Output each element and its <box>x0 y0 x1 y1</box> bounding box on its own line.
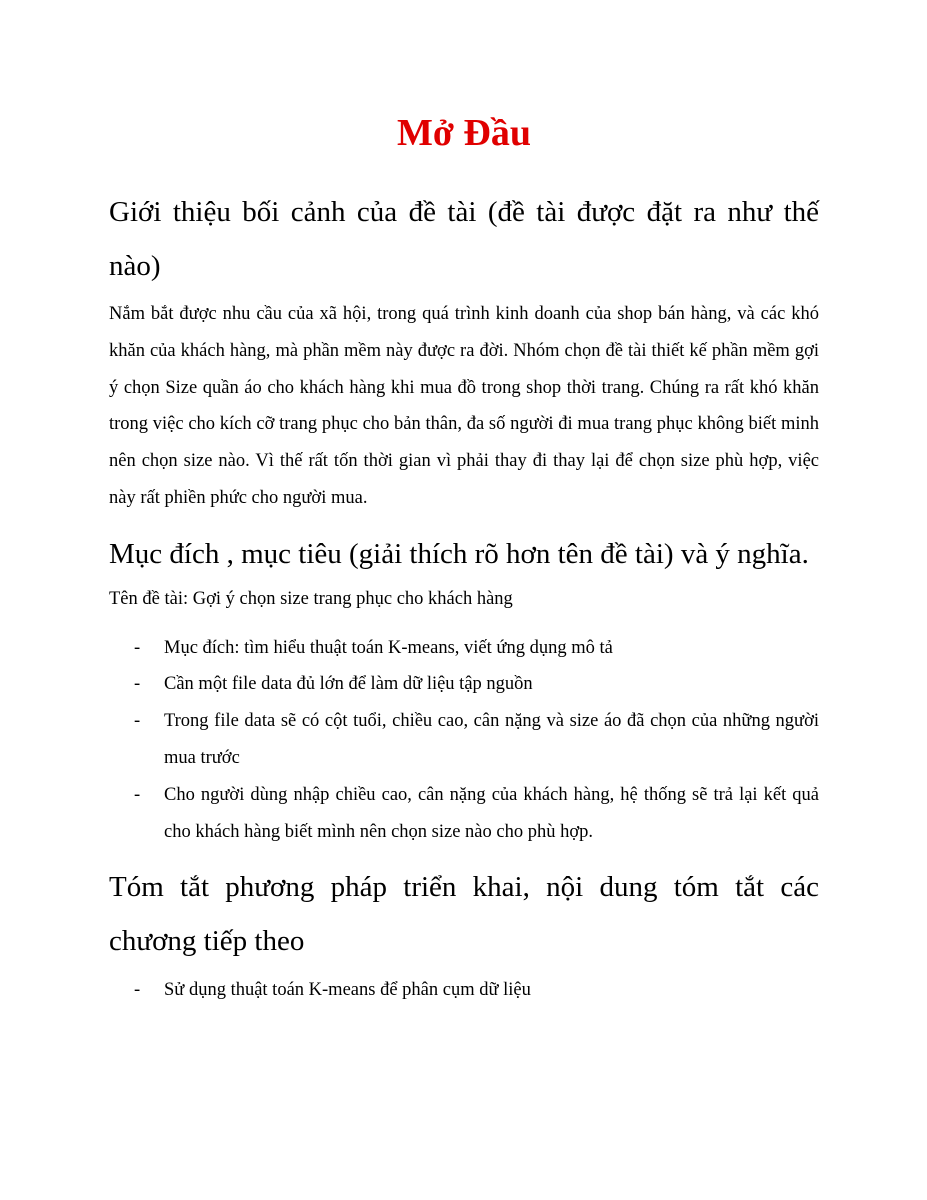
topic-name-line: Tên đề tài: Gợi ý chọn size trang phục cho khách hàng <box>109 588 513 609</box>
dash-bullet: - <box>134 711 141 732</box>
list-item-text: Sử dụng thuật toán K-means để phân cụm dữ liệu <box>164 980 531 1001</box>
list-item-text: Cho người dùng nhập chiều cao, cân nặng của khách hàng, hệ thống sẽ trả lại kết quả cho khách hàng biết mình nên chọn size nào cho phù hợp. <box>164 784 819 842</box>
dash-bullet: - <box>134 784 141 805</box>
document-page <box>109 0 819 1009</box>
methods-list <box>109 972 819 1009</box>
list-item <box>109 703 819 777</box>
document-title: Mở Đầu <box>397 112 531 154</box>
list-item <box>109 630 819 667</box>
section-heading-context: Giới thiệu bối cảnh của đề tài (đề tài được đặt ra như thế nào) <box>109 196 819 282</box>
purpose-list <box>109 630 819 851</box>
dash-bullet: - <box>134 980 141 1001</box>
list-item <box>109 777 819 851</box>
list-item-text: Mục đích: tìm hiểu thuật toán K-means, viết ứng dụng mô tả <box>164 637 613 658</box>
section-heading-methods: Tóm tắt phương pháp triển khai, nội dung tóm tắt các chương tiếp theo <box>109 871 819 958</box>
context-paragraph: Nắm bắt được nhu cầu của xã hội, trong quá trình kinh doanh của shop bán hàng, và các khó khăn của khách hàng, mà phần mềm này được ra đời. Nhóm chọn đề tài thiết kế phần mềm gợi ý chọn Size quần áo cho khách hàng khi mua đồ trong shop thời trang. Chúng ra rất khó khăn trong việc cho kích cỡ trang phục cho bản thân, đa số người đi mua trang phục không biết minh nên chọn size nào. Vì thế rất tốn thời gian vì phải thay đi thay lại để chọn size phù hợp, việc này rất phiền phức cho người mua. <box>109 304 819 508</box>
dash-bullet: - <box>134 674 141 695</box>
list-item <box>109 666 819 703</box>
list-item-text: Trong file data sẽ có cột tuổi, chiều cao, cân nặng và size áo đã chọn của những người mua trước <box>164 711 819 768</box>
dash-bullet: - <box>134 637 141 658</box>
list-item-text: Cần một file data đủ lớn để làm dữ liệu tập nguồn <box>164 674 533 695</box>
list-item <box>109 972 819 1009</box>
section-heading-purpose: Mục đích , mục tiêu (giải thích rõ hơn tên đề tài) và ý nghĩa. <box>109 537 809 570</box>
